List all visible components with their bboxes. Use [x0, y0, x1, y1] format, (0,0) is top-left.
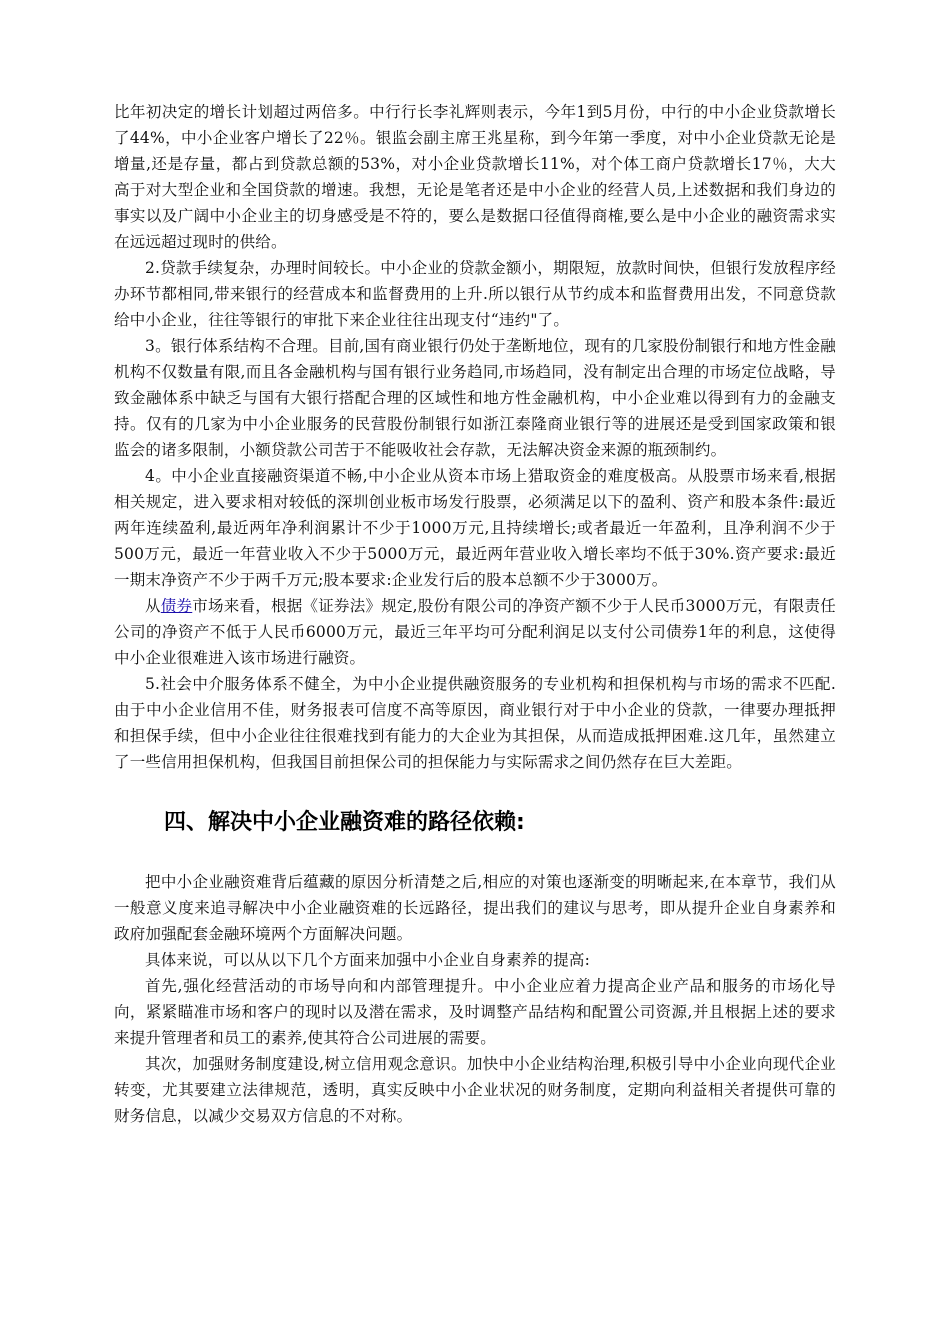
bond-link[interactable]: 债券: [160, 597, 193, 615]
paragraph-loan-growth: 比年初决定的增长计划超过两倍多。中行行长李礼辉则表示，今年1到5月份，中行的中小企业贷款增长了44%，中小企业客户增长了22％。银监会副主席王兆星称，到今年第一季度，对中小企业贷款无论是增量,还是存量，都占到贷款总额的53%，对小企业贷款增长11%，对个体工商户贷款增长17％，大大高于对大型企业和全国贷款的增速。我想，无论是笔者还是中小企业的经营人员,上述数据和我们身边的事实以及广阔中小企业主的切身感受是不符的，要么是数据口径值得商榷,要么是中小企业的融资需求实在远远超过现时的供给。: [114, 103, 836, 251]
paragraph-direct-financing: 4。中小企业直接融资渠道不畅,中小企业从资本市场上猎取资金的难度极高。从股票市场来看,根据相关规定，进入要求相对较低的深圳创业板市场发行股票，必须满足以下的盈利、资产和股本条件:最近两年连续盈利,最近两年净利润累计不少于1000万元,且持续增长;或者最近一年盈利，且净利润不少于500万元，最近一年营业收入不少于5000万元，最近两年营业收入增长率均不低于30%.资产要求:最近一期末净资产不少于两千万元;股本要求:企业发行后的股本总额不少于3000万。: [114, 467, 836, 589]
paragraph-intermediary-services: 5.社会中介服务体系不健全，为中小企业提供融资服务的专业机构和担保机构与市场的需求不匹配.由于中小企业信用不佳，财务报表可信度不高等原因，商业银行对于中小企业的贷款，一律要办理抵押和担保手续，但中小企业往往很难找到有能力的大企业为其担保，从而造成抵押困难.这几年，虽然建立了一些信用担保机构，但我国目前担保公司的担保能力与实际需求之间仍然存在巨大差距。: [114, 675, 836, 771]
paragraph-solution-intro: 把中小企业融资难背后蕴藏的原因分析清楚之后,相应的对策也逐渐变的明晰起来,在本章节，我们从一般意义度来追寻解决中小企业融资难的长远路径，提出我们的建议与思考，即从提升企业自身素养和政府加强配套金融环境两个方面解决问题。: [114, 873, 836, 943]
paragraph-loan-procedures: 2.贷款手续复杂，办理时间较长。中小企业的贷款金额小，期限短，放款时间快，但银行发放程序经办环节都相同,带来银行的经营成本和监督费用的上升.所以银行从节约成本和监督费用出发，不同意贷款给中小企业，往往等银行的审批下来企业往往出现支付“违约"了。: [114, 259, 836, 329]
bond-text-after: 市场来看，根据《证券法》规定,股份有限公司的净资产额不少于人民币3000万元，有限责任公司的净资产不低于人民币6000万元，最近三年平均可分配利润足以支付公司债券1年的利息，这使得中小企业很难进入该市场进行融资。: [114, 597, 836, 667]
section-heading: 四、解决中小企业融资难的路径依赖:: [164, 810, 525, 835]
bond-text-before: 从: [145, 597, 161, 615]
paragraph-first-measure: 首先,强化经营活动的市场导向和内部管理提升。中小企业应着力提高企业产品和服务的市场化导向，紧紧瞄准市场和客户的现时以及潜在需求，及时调整产品结构和配置公司资源,并且根据上述的要求来提升管理者和员工的素养,使其符合公司进展的需要。: [114, 977, 836, 1047]
paragraph-specifics: 具体来说，可以从以下几个方面来加强中小企业自身素养的提高:: [145, 951, 591, 969]
paragraph-bank-structure: 3。银行体系结构不合理。目前,国有商业银行仍处于垄断地位，现有的几家股份制银行和地方性金融机构不仅数量有限,而且各金融机构与国有银行业务趋同,市场趋同，没有制定出合理的市场定位战略，导致金融体系中缺乏与国有大银行搭配合理的区域性和地方性金融机构，中小企业难以得到有力的金融支持。仅有的几家为中小企业服务的民营股份制银行如浙江泰隆商业银行等的进展还是受到国家政策和银监会的诸多限制，小额贷款公司苦于不能吸收社会存款，无法解决资金来源的瓶颈制约。: [114, 337, 836, 459]
paragraph-bond-market: [114, 593, 836, 671]
paragraph-second-measure: 其次，加强财务制度建设,树立信用观念意识。加快中小企业结构治理,积极引导中小企业向现代企业转变，尤其要建立法律规范，透明，真实反映中小企业状况的财务制度，定期向利益相关者提供可靠的财务信息，以减少交易双方信息的不对称。: [114, 1055, 836, 1125]
document-page: [114, 99, 836, 1129]
